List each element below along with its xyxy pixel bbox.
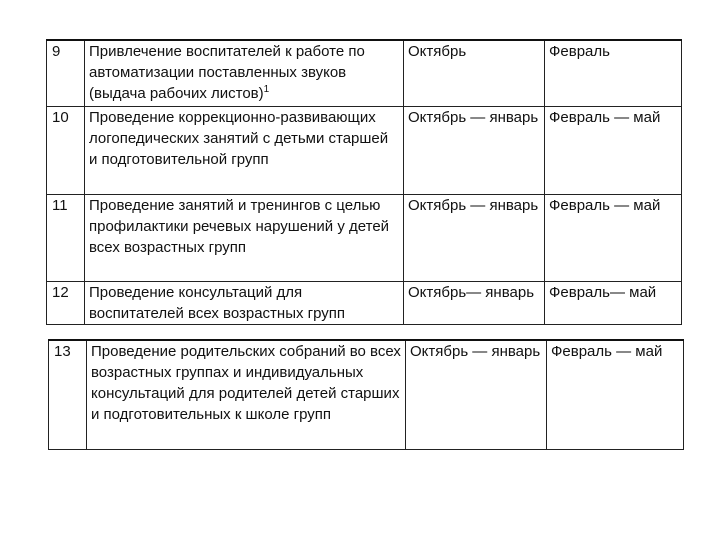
table-row (47, 40, 682, 107)
row-number: 10 (47, 107, 85, 195)
row-end-period: Февраль — май (547, 340, 684, 450)
footnote-mark: 1 (263, 84, 270, 95)
schedule-table-top (46, 39, 682, 325)
table-row (47, 107, 682, 195)
row-end-period: Февраль — май (545, 107, 682, 195)
table-row (47, 195, 682, 282)
row-description: Проведение родительских собраний во всех возрастных группах и индивидуальных консультаций для родителей детей старших и подготовительных к школе групп (87, 340, 406, 450)
row-start-period: Октябрь (404, 40, 545, 107)
row-number: 9 (47, 40, 85, 107)
row-number: 13 (49, 340, 87, 450)
table-row (47, 282, 682, 325)
row-start-period: Октябрь — январь (404, 195, 545, 282)
row-description (85, 40, 404, 107)
row-start-period: Октябрь — январь (406, 340, 547, 450)
row-number: 11 (47, 195, 85, 282)
row-description: Проведение консультаций для воспитателей всех возрастных групп (85, 282, 404, 325)
row-end-period: Февраль — май (545, 195, 682, 282)
row-description-text: Привлечение воспитателей к работе по автоматизации поставленных звуков (выдача рабочих листов) (89, 43, 365, 102)
row-end-period: Февраль— май (545, 282, 682, 325)
row-start-period: Октябрь— январь (404, 282, 545, 325)
row-description: Проведение коррекционно-развивающих логопедических занятий с детьми старшей и подготовительной групп (85, 107, 404, 195)
row-description: Проведение занятий и тренингов с целью профилактики речевых нарушений у детей всех возрастных групп (85, 195, 404, 282)
table-row (49, 340, 684, 450)
row-end-period: Февраль (545, 40, 682, 107)
schedule-table-bottom (48, 339, 684, 450)
row-start-period: Октябрь — январь (404, 107, 545, 195)
row-number: 12 (47, 282, 85, 325)
